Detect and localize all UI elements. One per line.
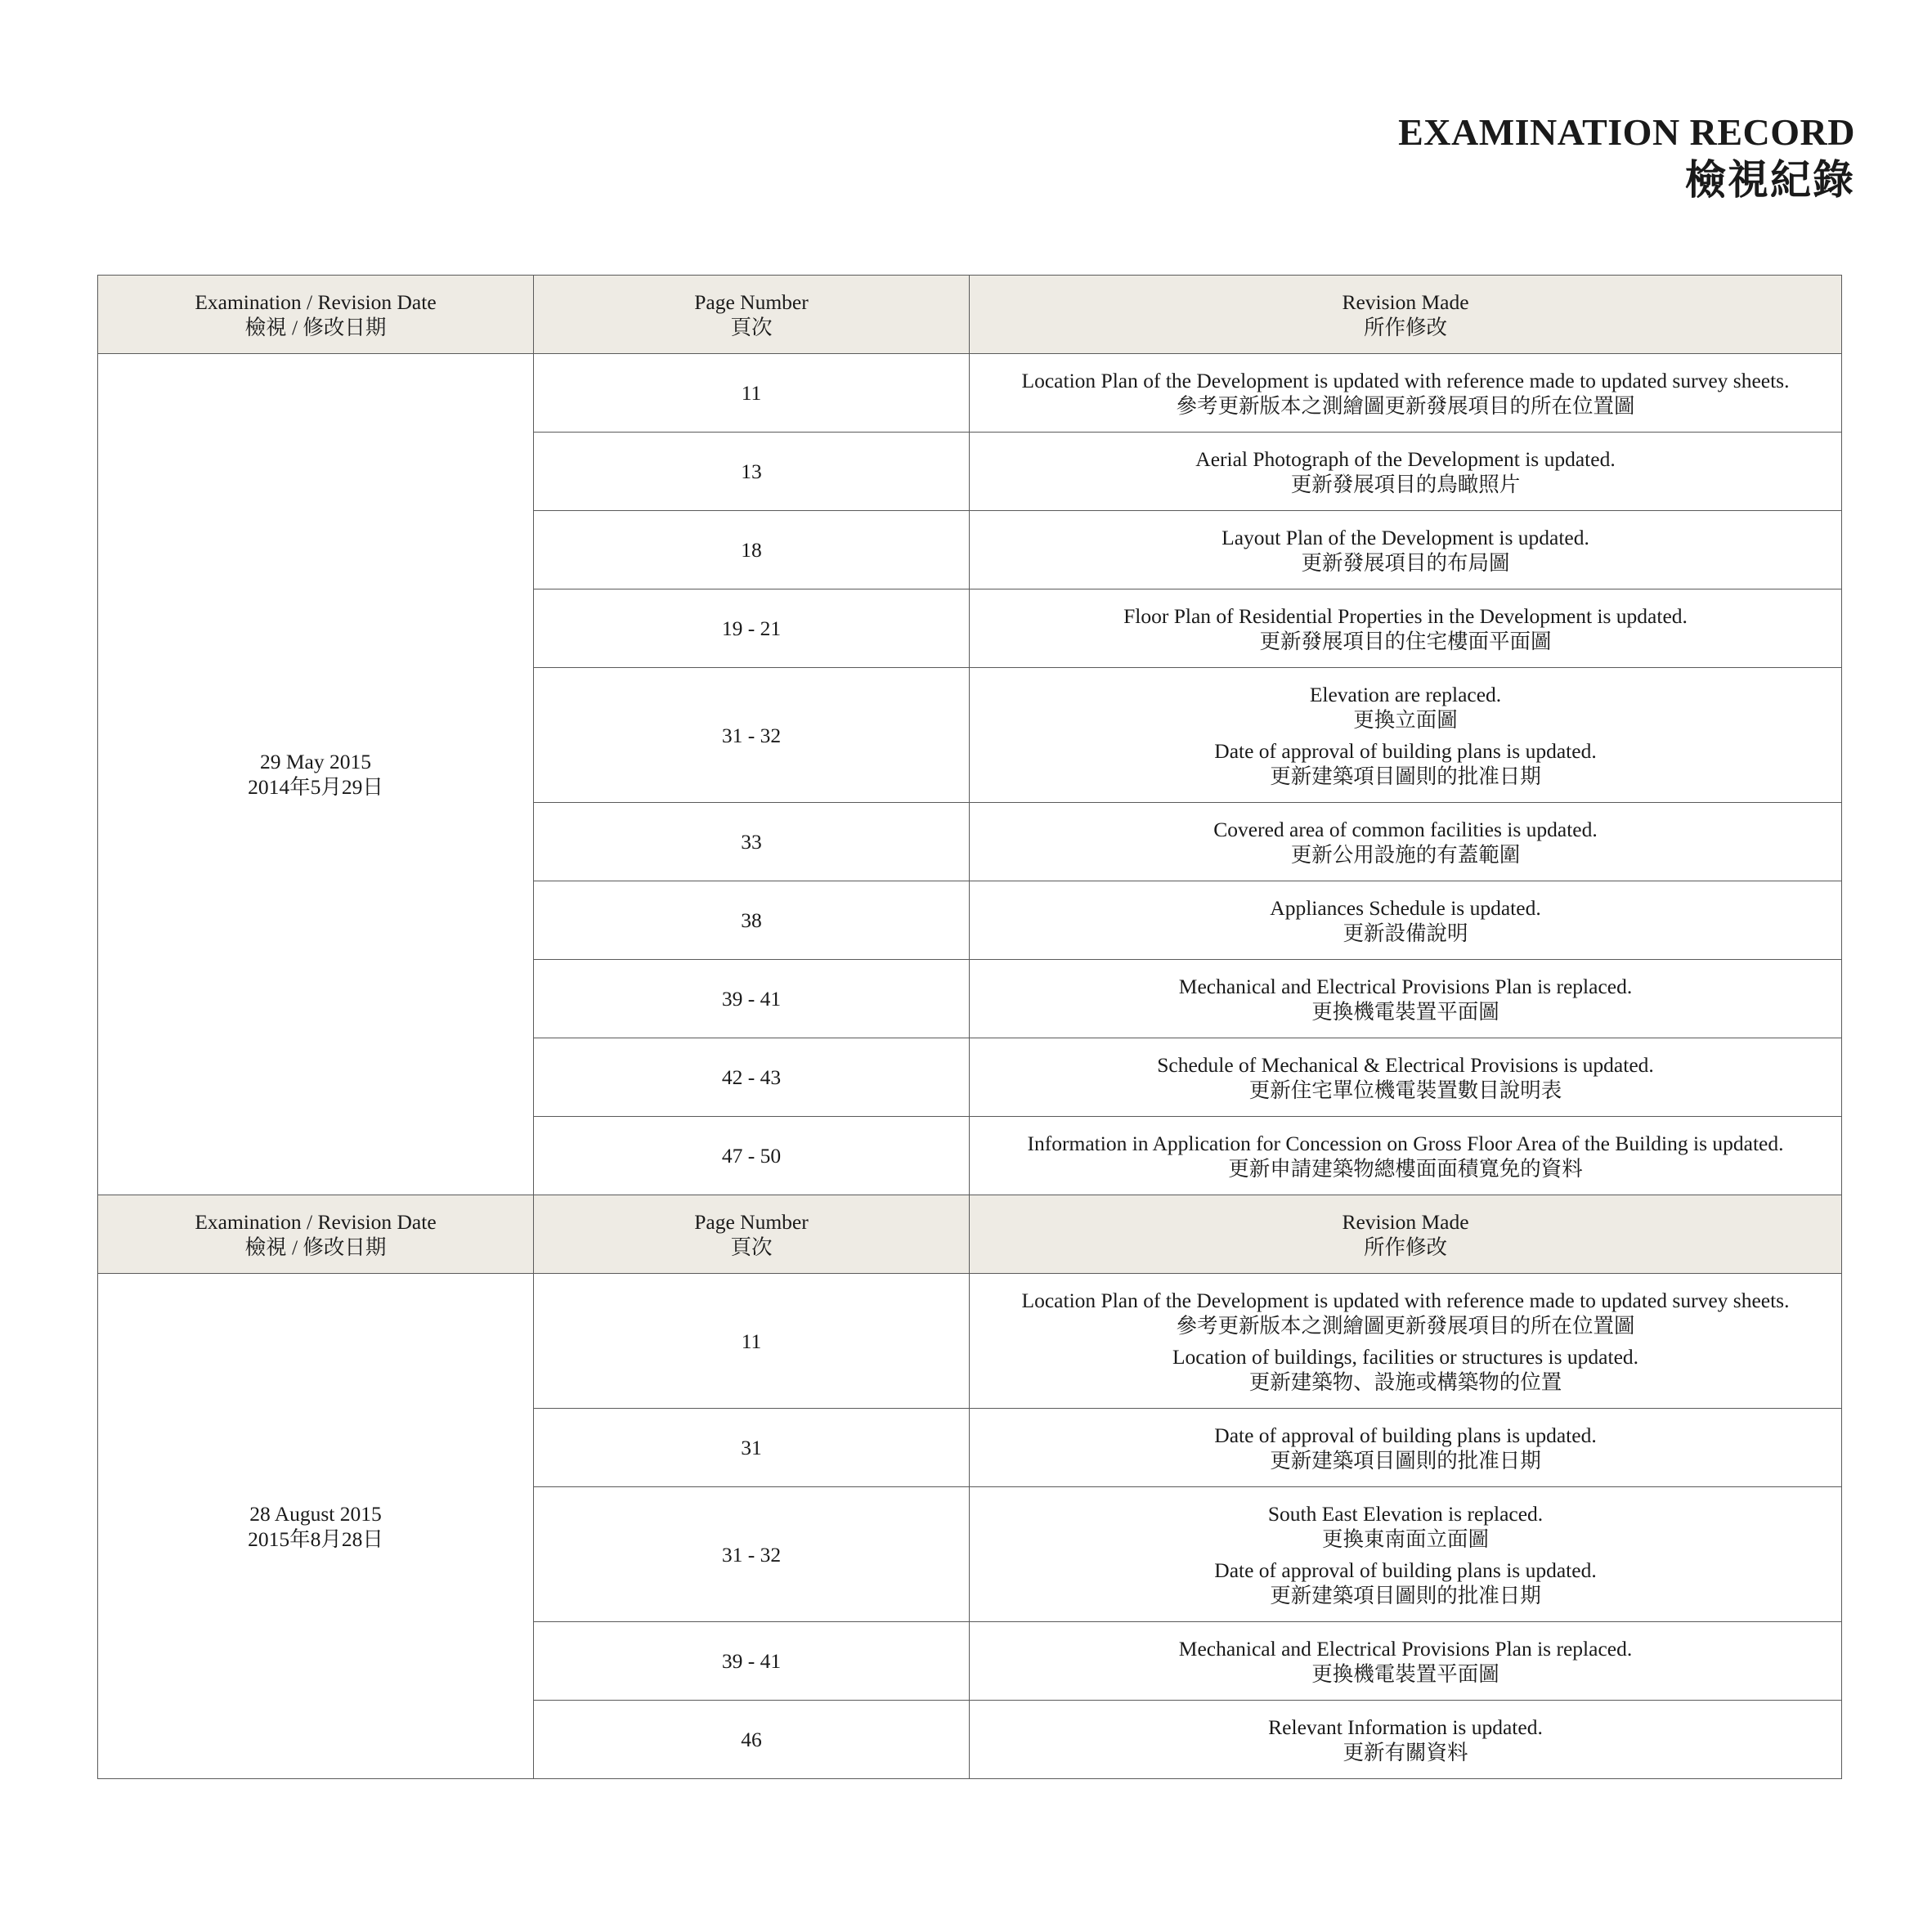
revision-text-en: Date of approval of building plans is updated. [1214, 738, 1597, 763]
page-number-cell: 18 [534, 511, 970, 589]
revision-item [975, 525, 1836, 576]
page-number-cell: 39 - 41 [534, 1622, 970, 1701]
revision-text-en: Schedule of Mechanical & Electrical Provisions is updated. [1157, 1052, 1654, 1077]
revision-item [975, 738, 1836, 789]
revision-date-cell [98, 1274, 534, 1779]
page-title-chinese: 檢視紀錄 [1685, 157, 1855, 203]
revision-text-zh: 參考更新版本之測繪圖更新發展項目的所在位置圖 [1176, 393, 1635, 418]
header-date [98, 276, 534, 354]
revision-text-zh: 更新發展項目的布局圖 [1301, 550, 1510, 575]
revision-text-zh: 更換機電裝置平面圖 [1311, 1661, 1499, 1686]
revision-item [975, 446, 1836, 497]
revision-made-cell [970, 960, 1842, 1038]
table-header-row [98, 1195, 1842, 1274]
revision-made-cell [970, 511, 1842, 589]
revision-made-cell [970, 1622, 1842, 1701]
revision-made-cell [970, 1701, 1842, 1779]
page-number-cell: 38 [534, 881, 970, 960]
revision-made-cell [970, 1117, 1842, 1195]
page-number-cell: 31 - 32 [534, 1487, 970, 1622]
header-page-number [534, 276, 970, 354]
revision-made-cell [970, 1409, 1842, 1487]
revision-text-en: Floor Plan of Residential Properties in the Development is updated. [1123, 603, 1688, 628]
revision-made-cell [970, 433, 1842, 511]
header-revision-made-zh: 所作修改 [1363, 1235, 1447, 1259]
page-number-cell: 13 [534, 433, 970, 511]
revision-made-cell [970, 881, 1842, 960]
page-number-cell: 46 [534, 1701, 970, 1779]
revision-item [975, 1131, 1836, 1181]
revision-item [975, 817, 1836, 867]
revision-text-en: Location Plan of the Development is updated with reference made to updated survey sheets. [1021, 1288, 1790, 1312]
revision-date-cell [98, 354, 534, 1195]
revision-item [975, 1344, 1836, 1395]
revision-text-en: Information in Application for Concession on Gross Floor Area of the Building is updated. [1027, 1131, 1784, 1155]
revision-text-en: Location of buildings, facilities or structures is updated. [1172, 1344, 1639, 1369]
revision-text-zh: 更新住宅單位機電裝置數目說明表 [1248, 1078, 1562, 1102]
page-number-cell: 33 [534, 803, 970, 881]
page-number-cell: 31 - 32 [534, 668, 970, 803]
revision-made-cell [970, 1038, 1842, 1117]
revision-text-en: Date of approval of building plans is updated. [1214, 1423, 1597, 1447]
table-row [98, 354, 1842, 433]
header-revision-made-en: Revision Made [1342, 1209, 1469, 1234]
header-page-number-zh: 頁次 [730, 315, 773, 339]
page-number-cell: 19 - 21 [534, 589, 970, 668]
revision-text-zh: 更新有關資料 [1343, 1740, 1468, 1764]
revision-text-zh: 更換立面圖 [1353, 707, 1458, 732]
revision-text-en: Elevation are replaced. [1309, 682, 1502, 706]
revision-date-zh: 2014年5月29日 [248, 775, 383, 799]
revision-item [975, 895, 1836, 946]
revision-text-zh: 更新設備說明 [1343, 921, 1468, 945]
header-date-zh: 檢視 / 修改日期 [244, 315, 387, 339]
revision-item [975, 603, 1836, 654]
revision-text-zh: 更換機電裝置平面圖 [1311, 999, 1499, 1024]
revision-item [975, 1501, 1836, 1552]
table-header-row [98, 276, 1842, 354]
revision-text-zh: 更新公用設施的有蓋範圍 [1290, 842, 1521, 867]
page-number-cell: 11 [534, 1274, 970, 1409]
revision-text-en: Covered area of common facilities is updated. [1213, 817, 1598, 841]
revision-text-en: Layout Plan of the Development is updated. [1222, 525, 1589, 549]
revision-text-zh: 更新建築項目圖則的批准日期 [1270, 1583, 1541, 1607]
revision-text-en: Location Plan of the Development is updated with reference made to updated survey sheets. [1021, 368, 1790, 392]
header-date-zh: 檢視 / 修改日期 [244, 1235, 387, 1259]
header-date-en: Examination / Revision Date [195, 1209, 437, 1234]
revision-item [975, 368, 1836, 419]
revision-text-zh: 更新建築項目圖則的批准日期 [1270, 764, 1541, 788]
header-date-en: Examination / Revision Date [195, 289, 437, 314]
page-title: EXAMINATION RECORD [1398, 111, 1855, 153]
revision-date-zh: 2015年8月28日 [248, 1526, 383, 1551]
revision-text-zh: 更新申請建築物總樓面面積寬免的資料 [1228, 1156, 1583, 1181]
revision-item [975, 1423, 1836, 1473]
revision-item [975, 1715, 1836, 1765]
revision-item [975, 1558, 1836, 1608]
revision-text-en: Appliances Schedule is updated. [1270, 895, 1541, 920]
header-revision-made [970, 276, 1842, 354]
revision-item [975, 682, 1836, 733]
revision-text-en: Date of approval of building plans is updated. [1214, 1558, 1597, 1582]
revision-text-en: Relevant Information is updated. [1268, 1715, 1543, 1739]
header-page-number-en: Page Number [694, 1209, 809, 1234]
revision-date-en: 28 August 2015 [249, 1501, 382, 1526]
header-revision-made-zh: 所作修改 [1363, 315, 1447, 339]
revision-item [975, 1288, 1836, 1338]
page-number-cell: 11 [534, 354, 970, 433]
revision-item [975, 974, 1836, 1024]
revision-text-zh: 更新建築物、設施或構築物的位置 [1248, 1369, 1562, 1394]
revision-made-cell [970, 668, 1842, 803]
revision-text-zh: 參考更新版本之測繪圖更新發展項目的所在位置圖 [1176, 1313, 1635, 1338]
revision-text-en: Aerial Photograph of the Development is updated. [1195, 446, 1616, 471]
revision-item [975, 1052, 1836, 1103]
revision-text-zh: 更新建築項目圖則的批准日期 [1270, 1448, 1541, 1473]
revision-date-en: 29 May 2015 [260, 750, 371, 773]
revision-text-en: Mechanical and Electrical Provisions Plan is replaced. [1178, 1636, 1633, 1661]
page-number-cell: 42 - 43 [534, 1038, 970, 1117]
revision-made-cell [970, 1487, 1842, 1622]
header-revision-made-en: Revision Made [1342, 289, 1469, 314]
table-row [98, 1274, 1842, 1409]
page-number-cell: 39 - 41 [534, 960, 970, 1038]
revision-made-cell [970, 1274, 1842, 1409]
examination-record-body [98, 276, 1842, 1779]
header-date [98, 1195, 534, 1274]
header-page-number-en: Page Number [694, 289, 809, 314]
revision-made-cell [970, 589, 1842, 668]
page-title-block [1398, 110, 1855, 204]
revision-text-zh: 更換東南面立面圖 [1321, 1526, 1489, 1551]
revision-made-cell [970, 803, 1842, 881]
page-number-cell: 31 [534, 1409, 970, 1487]
header-page-number [534, 1195, 970, 1274]
revision-item [975, 1636, 1836, 1687]
revision-text-en: Mechanical and Electrical Provisions Plan is replaced. [1178, 974, 1633, 998]
examination-record-table [97, 275, 1842, 1779]
revision-text-en: South East Elevation is replaced. [1267, 1501, 1544, 1526]
revision-made-cell [970, 354, 1842, 433]
header-revision-made [970, 1195, 1842, 1274]
page-number-cell: 47 - 50 [534, 1117, 970, 1195]
revision-text-zh: 更新發展項目的住宅樓面平面圖 [1259, 629, 1552, 653]
revision-text-zh: 更新發展項目的鳥瞰照片 [1290, 472, 1521, 496]
header-page-number-zh: 頁次 [730, 1235, 773, 1259]
